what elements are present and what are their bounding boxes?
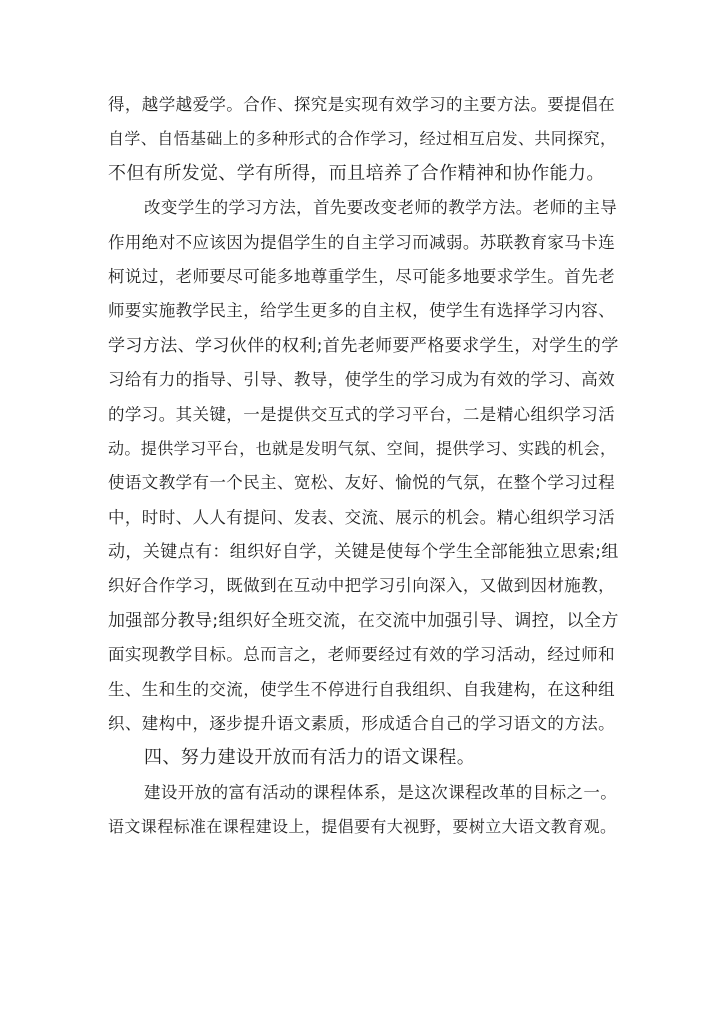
text-line: 面实现教学目标。总而言之，老师要经过有效的学习活动，经过师和 <box>108 645 615 665</box>
text-line: 得，越学越爱学。合作、探究是实现有效学习的主要方法。要提倡在 <box>108 95 615 114</box>
text-line: 织、建构中，逐步提升语文素质，形成适合自己的学习语文的方法。 <box>108 714 615 734</box>
text-line: 柯说过，老师要尽可能多地尊重学生，尽可能多地要求学生。首先老 <box>108 266 615 286</box>
text-line: 习给有力的指导、引导、教导，使学生的学习成为有效的学习、高效 <box>108 370 615 390</box>
text-line: 生、生和生的交流，使学生不停进行自我组织、自我建构，在这种组 <box>108 679 615 699</box>
text-line: 自学、自悟基础上的多种形式的合作学习，经过相互启发、共同探究， <box>108 129 617 149</box>
text-line: 动，关键点有：组织好自学，关键是使每个学生全部能独立思索;组 <box>108 542 619 563</box>
text-line: 师要实施教学民主，给学生更多的自主权，使学生有选择学习内容、 <box>108 301 615 321</box>
text-line: 中，时时、人人有提问、发表、交流、展示的机会。精心组织学习活 <box>108 507 615 527</box>
text-line: 语文课程标准在课程建设上，提倡要有大视野，要树立大语文教育观。 <box>108 817 617 837</box>
text-line: 使语文教学有一个民主、宽松、友好、愉悦的气氛，在整个学习过程 <box>108 473 615 493</box>
text-line: 学习方法、学习伙伴的权利;首先老师要严格要求学生，对学生的学 <box>108 335 619 356</box>
section-heading: 四、努力建设开放而有活力的语文课程。 <box>144 747 476 769</box>
paragraph-start-line: 建设开放的富有活动的课程体系，是这次课程改革的目标之一。 <box>144 782 618 802</box>
text-line: 织好合作学习，既做到在互动中把学习引向深入，又做到因材施教， <box>108 576 615 596</box>
text-line: 加强部分教导;组织好全班交流，在交流中加强引导、调控，以全方 <box>108 610 619 631</box>
paragraph-start-line: 改变学生的学习方法，首先要改变老师的教学方法。老师的主导 <box>144 198 618 218</box>
text-line: 动。提供学习平台，也就是发明气氛、空间，提供学习、实践的机会， <box>108 438 617 458</box>
text-line: 作用绝对不应该因为提倡学生的自主学习而减弱。苏联教育家马卡连 <box>108 232 615 252</box>
text-line: 不但有所发觉、学有所得，而且培养了合作精神和协作能力。 <box>108 162 605 184</box>
document-body <box>108 88 622 845</box>
text-line: 的学习。其关键，一是提供交互式的学习平台，二是精心组织学习活 <box>108 404 615 424</box>
